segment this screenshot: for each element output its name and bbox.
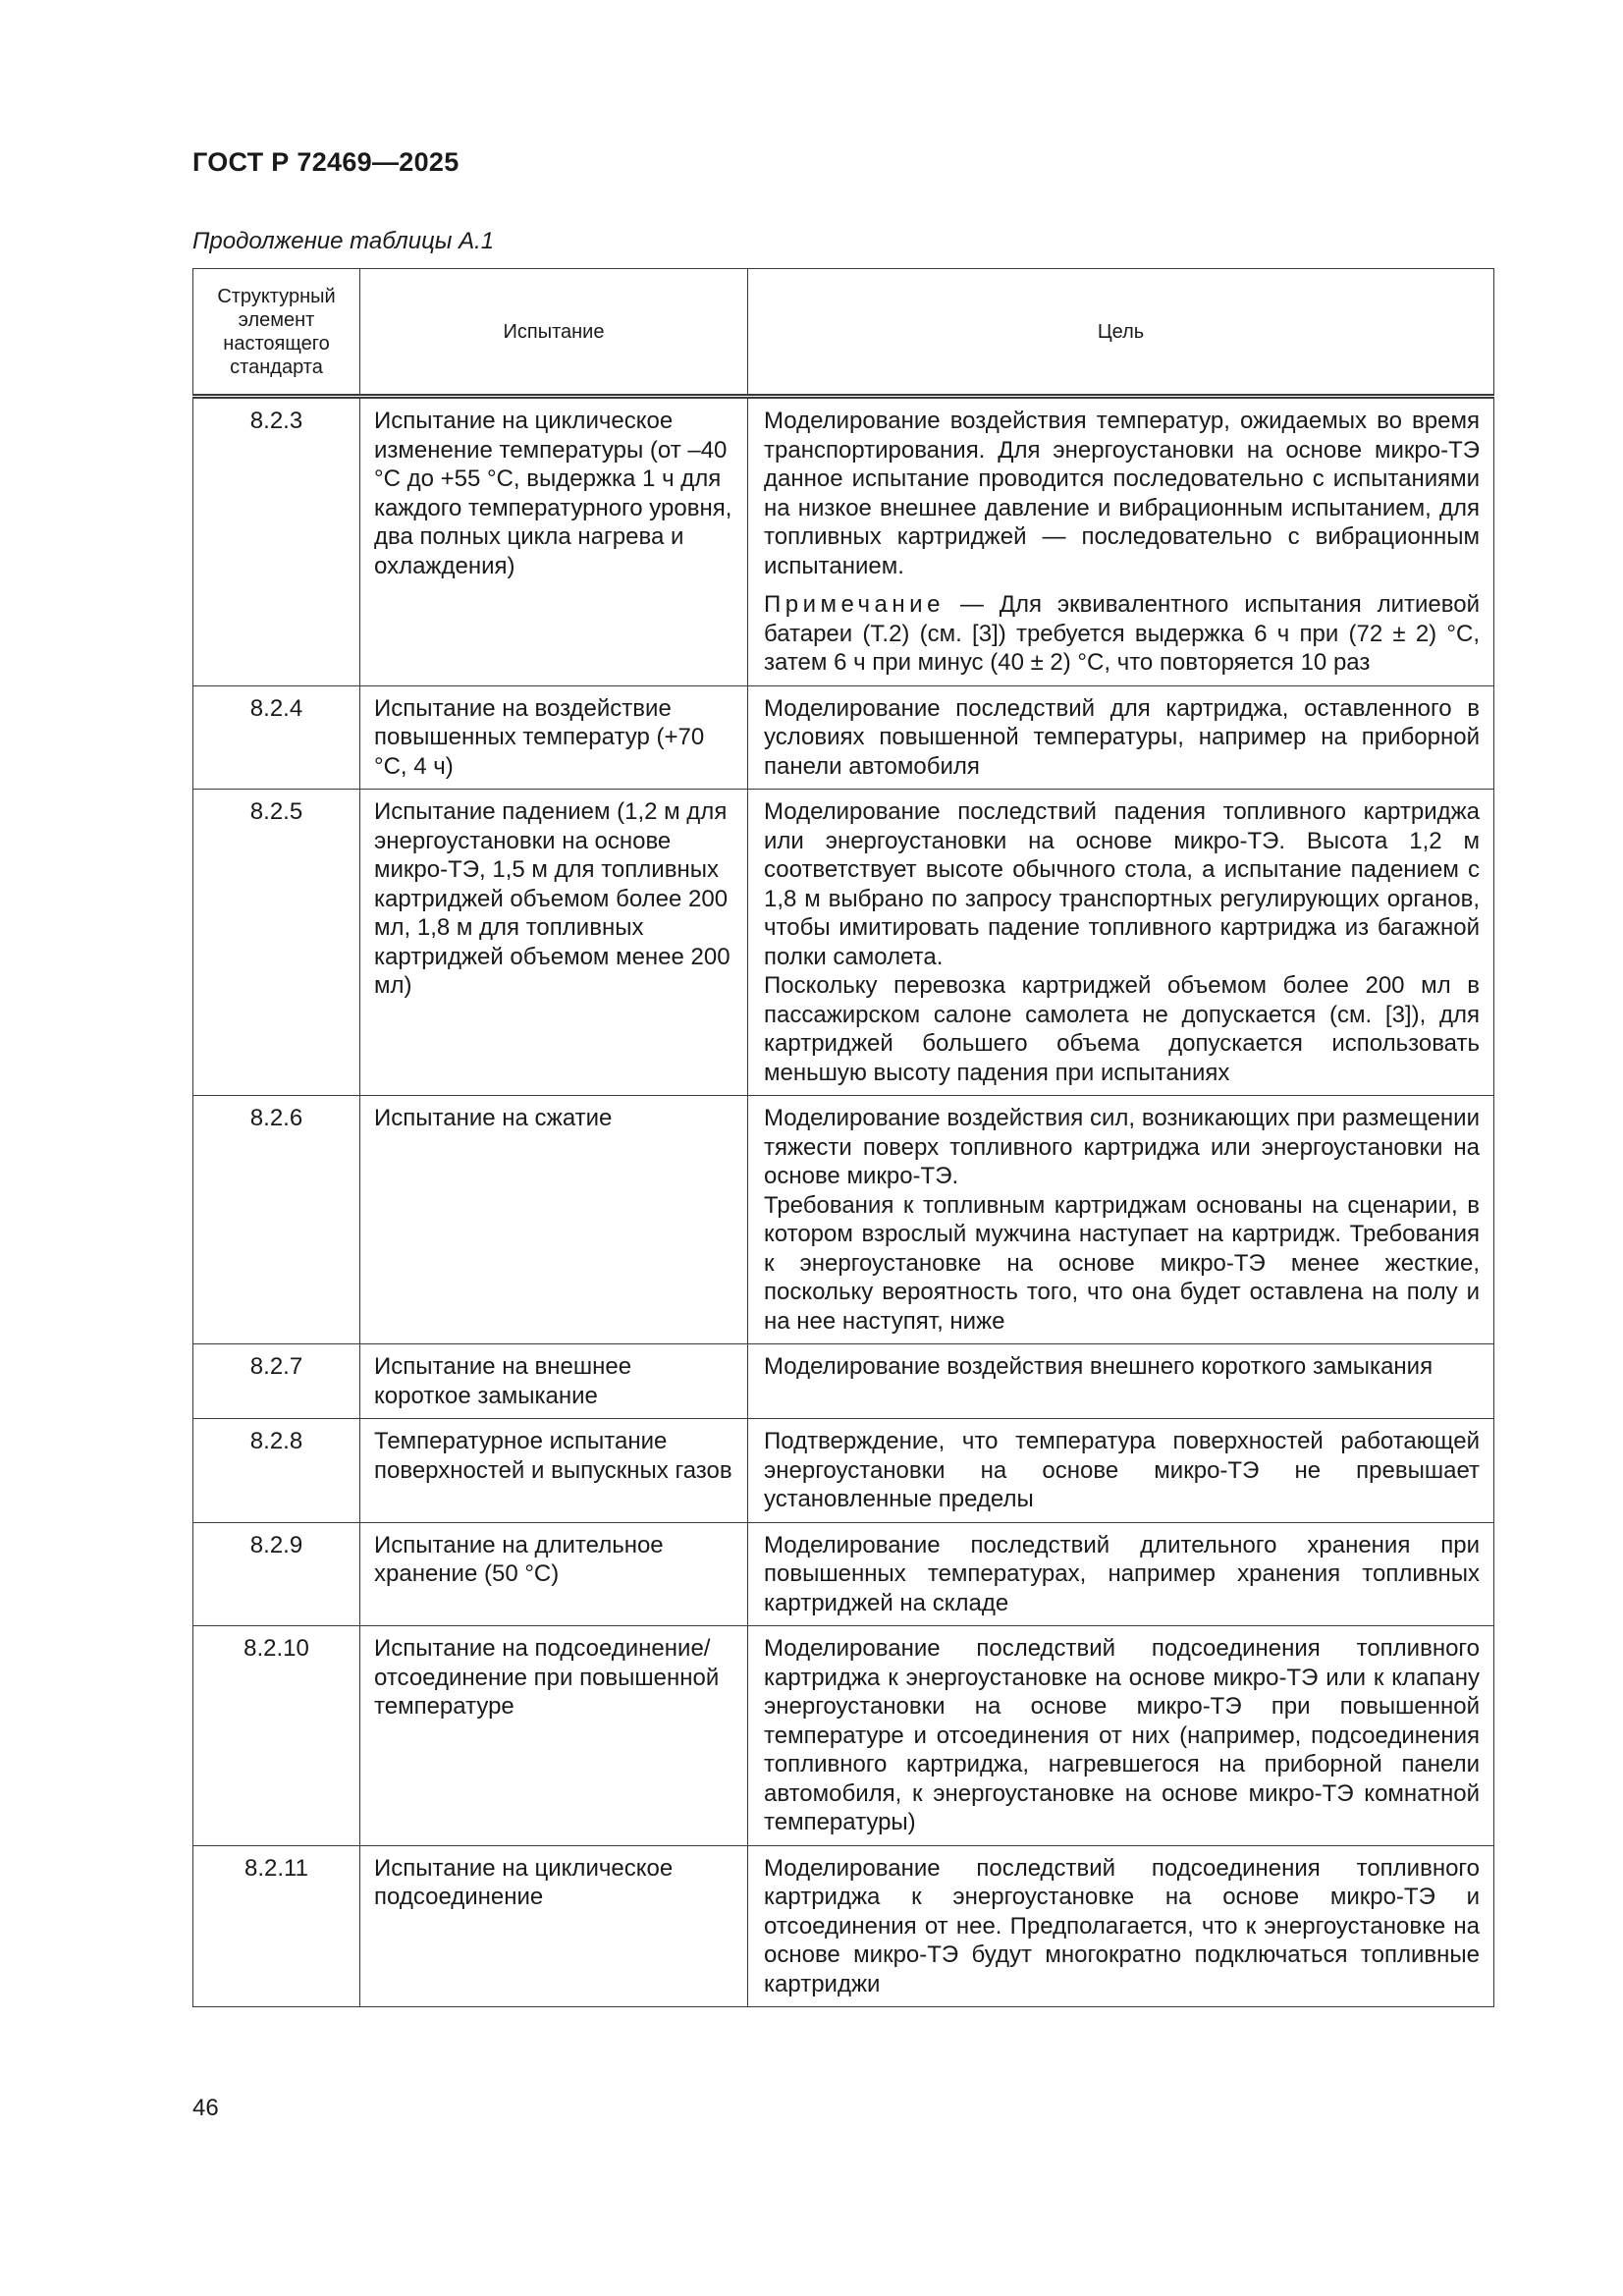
structural-element-cell: 8.2.7 [193,1344,360,1419]
test-cell: Испытание на циклическое подсоединение [360,1845,748,2007]
note-text: — Для эквивалентного испытания литиевой батареи (Т.2) (см. [3]) требуется выдержка 6 ч при (72 ± 2) °C, затем 6 ч при минус (40 ± 2) °C, что повторяется 10 раз [764,591,1480,676]
column-header-structural-element: Структурный элемент настоящего стандарта [193,269,360,397]
purpose-cell [748,790,1494,1096]
purpose-cell [748,1845,1494,2007]
page-number: 46 [192,2095,219,2121]
purpose-paragraph: Моделирование последствий длительного хранения при повышенных температурах, например хранения топливных картриджей на складе [764,1531,1480,1616]
requirements-table [192,268,1494,2007]
document-code: ГОСТ Р 72469—2025 [192,147,460,177]
table-row [193,1419,1494,1523]
structural-element-cell: 8.2.8 [193,1419,360,1523]
purpose-cell [748,1344,1494,1419]
purpose-paragraph: Подтверждение, что температура поверхностей работающей энергоустановки на основе микро-ТЭ не превышает установленные пределы [764,1428,1480,1512]
test-cell: Испытание на длительное хранение (50 °C) [360,1522,748,1626]
purpose-cell [748,1096,1494,1344]
purpose-cell [748,1626,1494,1846]
purpose-paragraph: Требования к топливным картриджам основаны на сценарии, в котором взрослый мужчина наступает на картридж. Требования к энергоустановке на основе микро-ТЭ менее жесткие, поскольку вероятность того, что она будет оставлена на полу и на нее наступят, ниже [764,1191,1480,1335]
structural-element-cell: 8.2.11 [193,1845,360,2007]
table-row [193,1344,1494,1419]
test-cell: Испытание на внешнее короткое замыкание [360,1344,748,1419]
purpose-paragraph: Моделирование воздействия сил, возникающих при размещении тяжести поверх топливного картриджа или энергоустановки на основе микро-ТЭ. [764,1105,1480,1189]
test-cell: Испытание на подсоединение/ отсоединение при повышенной температуре [360,1626,748,1846]
table-row [193,1845,1494,2007]
purpose-paragraph: Моделирование последствий подсоединения топливного картриджа к энергоустановке на основе микро-ТЭ или к клапану энергоустановки на основе микро-ТЭ при повышенной температуре и отсоединения от них (например, подсоединения топливного картриджа, нагревшегося на приборной панели автомобиля, к энергоустановке на основе микро-ТЭ комнатной температуры) [764,1635,1480,1835]
table-row [193,1522,1494,1626]
purpose-paragraph: Моделирование последствий падения топливного картриджа или энергоустановки на основе микро-ТЭ. Высота 1,2 м соответствует высоте обычного стола, а испытание падением с 1,8 м выбрано по запросу транспортных регулирующих органов, чтобы имитировать падение топливного картриджа из багажной полки самолета. [764,798,1480,970]
table-header-row [193,269,1494,397]
table-row [193,1096,1494,1344]
table-row [193,790,1494,1096]
purpose-paragraph: Моделирование воздействия температур, ожидаемых во время транспортирования. Для энергоустановки на основе микро-ТЭ данное испытание проводится последовательно с испытаниями на низкое внешнее давление и вибрационным испытанием, для топливных картриджей — последовательно с вибрационным испытанием. [764,408,1480,579]
structural-element-cell: 8.2.5 [193,790,360,1096]
purpose-cell [748,1522,1494,1626]
column-header-purpose: Цель [748,269,1494,397]
purpose-paragraph: Моделирование воздействия внешнего короткого замыкания [764,1353,1434,1380]
table-row [193,685,1494,790]
table-row [193,397,1494,686]
test-cell: Испытание на циклическое изменение температуры (от –40 °C до +55 °C, выдержка 1 ч для каждого температурного уровня, два полных цикла нагрева и охлаждения) [360,397,748,686]
test-cell: Испытание на сжатие [360,1096,748,1344]
structural-element-cell: 8.2.9 [193,1522,360,1626]
purpose-paragraph: Моделирование последствий подсоединения топливного картриджа к энергоустановке на основе микро-ТЭ и отсоединения от нее. Предполагается, что к энергоустановке на основе микро-ТЭ будут многократно подключаться топливные картриджи [764,1854,1480,1997]
table-row [193,1626,1494,1846]
structural-element-cell: 8.2.3 [193,397,360,686]
table-caption: Продолжение таблицы А.1 [192,228,495,254]
purpose-cell [748,397,1494,686]
purpose-paragraph: Моделирование последствий для картриджа, оставленного в условиях повышенной температуры, например на приборной панели автомобиля [764,694,1480,780]
note-paragraph [764,590,1480,678]
test-cell: Температурное испытание поверхностей и выпускных газов [360,1419,748,1523]
structural-element-cell: 8.2.10 [193,1626,360,1846]
structural-element-cell: 8.2.6 [193,1096,360,1344]
test-cell: Испытание на воздействие повышенных температур (+70 °C, 4 ч) [360,685,748,790]
purpose-cell [748,1419,1494,1523]
note-label: Примечание [764,591,945,618]
structural-element-cell: 8.2.4 [193,685,360,790]
test-cell: Испытание падением (1,2 м для энергоустановки на основе микро-ТЭ, 1,5 м для топливных картриджей объемом более 200 мл, 1,8 м для топливных картриджей объемом менее 200 мл) [360,790,748,1096]
purpose-cell [748,685,1494,790]
purpose-paragraph: Поскольку перевозка картриджей объемом более 200 мл в пассажирском салоне самолета не допускается (см. [3]), для картриджей большего объема допускается использовать меньшую высоту падения при испытаниях [764,972,1480,1086]
column-header-test: Испытание [360,269,748,397]
